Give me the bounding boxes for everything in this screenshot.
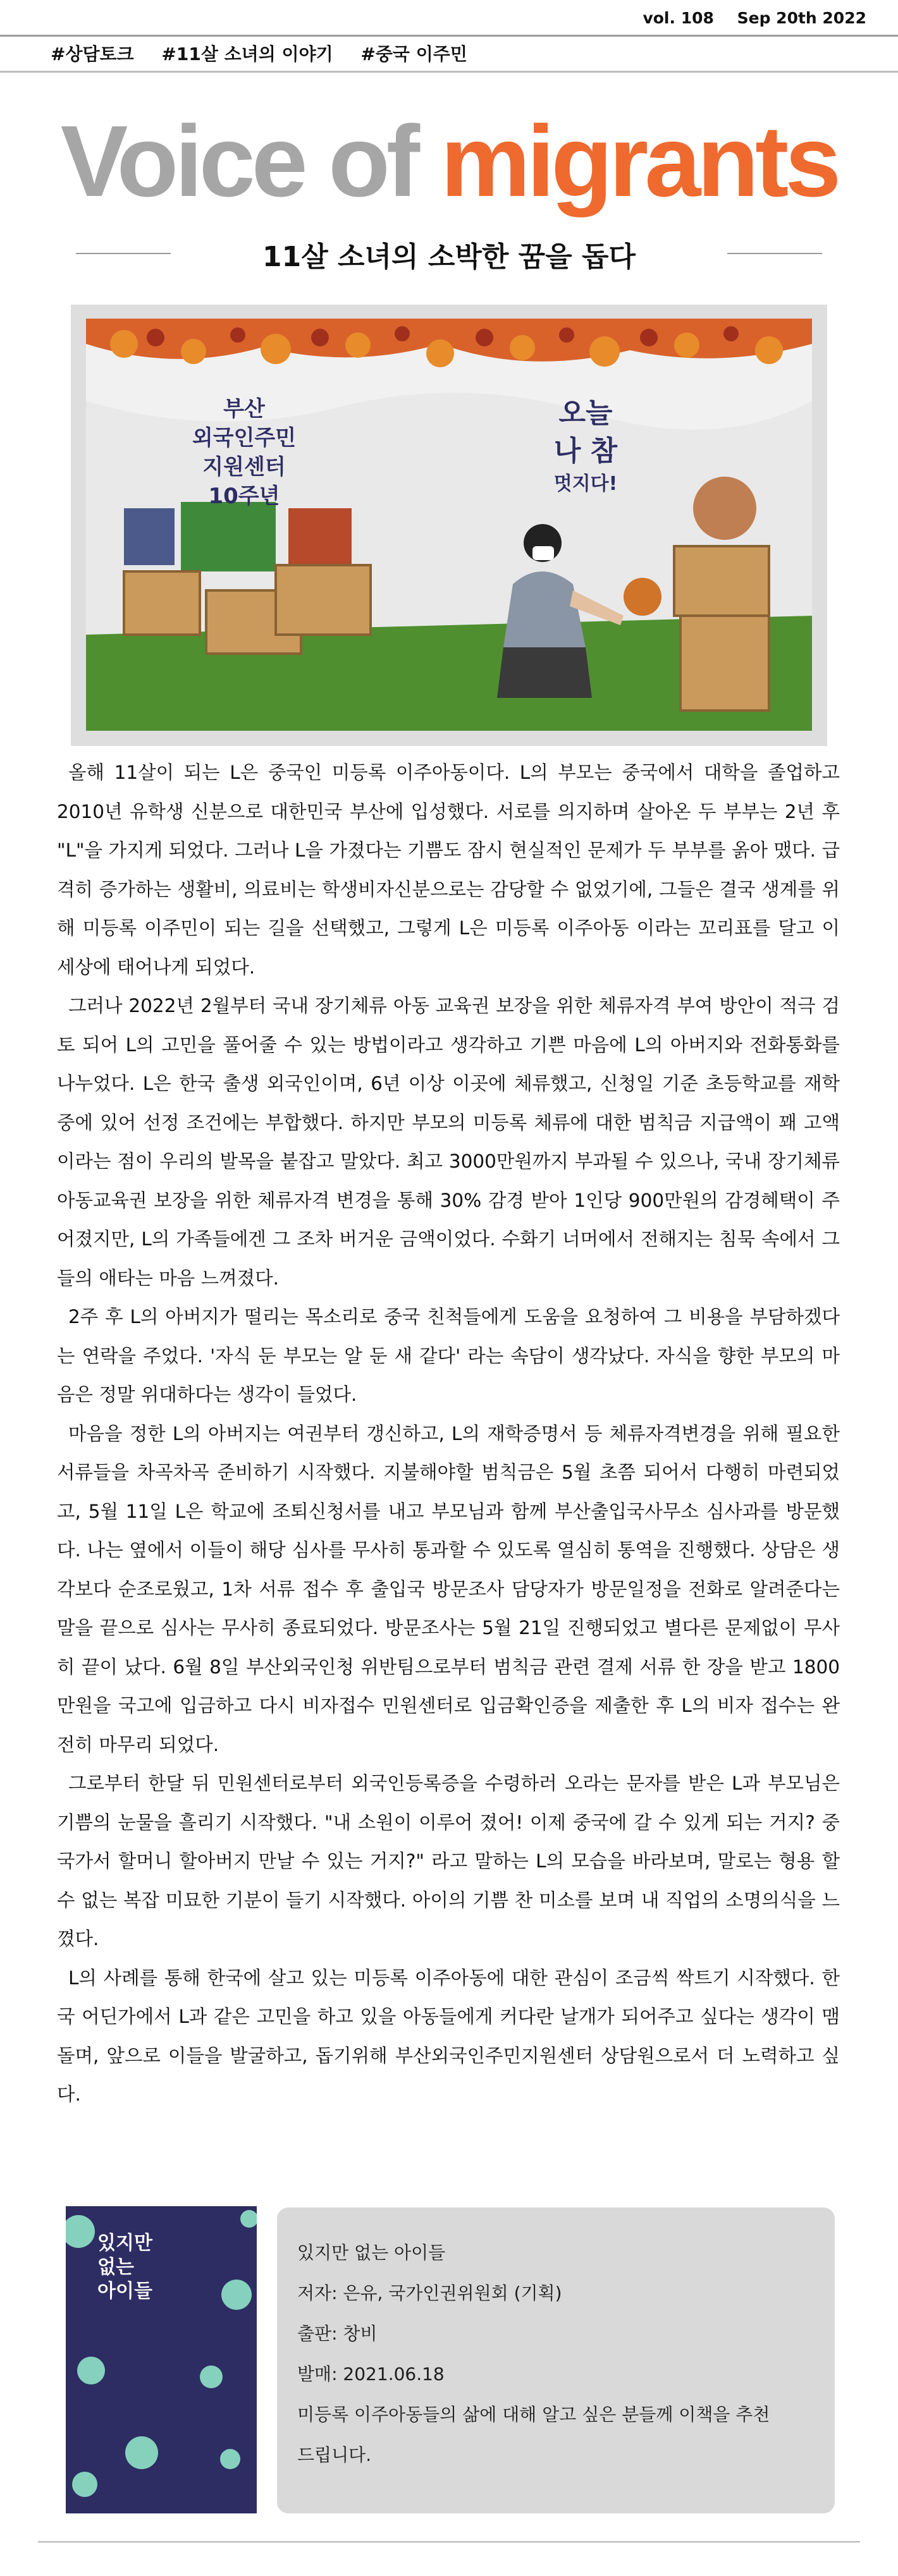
book-cover-title (97, 2231, 152, 2304)
book-cover-art (66, 2206, 257, 2513)
book-release-date: 발매: 2021.06.18 (297, 2364, 445, 2384)
book-recommendation: 미등록 이주아동들의 삶에 대해 알고 싶은 분들께 이책을 추천 (297, 2404, 770, 2425)
banner-left-line: 외국인주민 (192, 425, 297, 451)
article-paragraph: L의 사례를 통해 한국에 살고 있는 미등록 이주아동에 대한 관심이 조금씩 싹트기 시작했다. 한국 어딘가에서 L과 같은 고민을 하고 있을 아동들에게 커다란 날개가 되어주고 싶다는 생각이 맴돌며, 앞으로 이들을 발굴하고, 돕기위해 부산외국인주민지원센터 상담원으로서 더 노력하고 싶다. (57, 1967, 840, 2105)
banner-right-line: 오늘 (558, 397, 613, 429)
banner-right-line: 멋지다! (553, 473, 618, 495)
article-photo (86, 319, 812, 731)
article-body (57, 754, 840, 2115)
cover-title-line: 아이들 (97, 2280, 152, 2302)
article-paragraph: 그러나 2022년 2월부터 국내 장기체류 아동 교육권 보장을 위한 체류자격 부여 방안이 적극 검토 되어 L의 고민을 풀어줄 수 있는 방법이라고 생각하고 기쁜 마음에 L의 아버지와 전화통화를 나누었다. L은 한국 출생 외국인이며, 6년 이상 이곳에 체류했고, 신청일 기준 초등학교를 재학 중에 있어 선정 조건에는 부합했다. 하지만 부모의 미등록 체류에 대한 범칙금 지급액이 꽤 고액이라는 점이 우리의 발목을 붙잡고 말았다. 최고 3000만원까지 부과될 수 있으나, 국내 장기체류 아동교육권 보장을 위한 체류자격 변경을 통해 30% 감경 받아 1인당 900만원의 감경혜택이 주어졌지만, L의 가족들에겐 그 조차 버거운 금액이었다. 수화기 너머에서 전해지는 침묵 속에서 그들의 애타는 마음 느껴졌다. (57, 995, 840, 1289)
photo-illustration (86, 319, 812, 731)
headline-block (0, 228, 898, 278)
book-publisher: 출판: 창비 (297, 2323, 378, 2344)
article-headline: 11살 소녀의 소박한 꿈을 돕다 (262, 241, 636, 273)
cover-title-line: 있지만 (97, 2232, 152, 2254)
issue-volume: vol. 108 (643, 9, 714, 27)
tag-item[interactable]: #상담토크 (51, 44, 134, 64)
banner-left-line: 지원센터 (202, 455, 286, 480)
top-divider (0, 35, 898, 37)
top-bar (0, 0, 898, 70)
photo-frame (71, 305, 827, 746)
masthead-part-1: Voice of (60, 104, 441, 217)
masthead-logo (0, 101, 898, 221)
book-recommendation-cont: 드립니다. (297, 2445, 372, 2465)
tag-item[interactable]: #중국 이주민 (360, 44, 467, 64)
headline-rule-right (727, 253, 822, 254)
article-paragraph: 그로부터 한달 뒤 민원센터로부터 외국인등록증을 수령하러 오라는 문자를 받은 L과 부모님은 기쁨의 눈물을 흘리기 시작했다. "내 소원이 이루어 졌어! 이제 중국에 갈 수 있게 되는 거지? 중국가서 할머니 할아버지 만날 수 있는 거지?" 라고 말하는 L의 모습을 바라보며, 말로는 형용 할 수 없는 복잡 미묘한 기분이 들기 시작했다. 아이의 기쁨 찬 미소를 보며 내 직업의 소명의식을 느꼈다. (57, 1773, 840, 1950)
article-paragraph: 마음을 정한 L의 아버지는 여권부터 갱신하고, L의 재학증명서 등 체류자격변경을 위해 필요한 서류들을 차곡차곡 준비하기 시작했다. 지불해야할 범칙금은 5월 초쯤 되어서 다행히 마련되었고, 5월 11일 L은 학교에 조퇴신청서를 내고 부모님과 함께 부산출입국사무소 심사과를 방문했다. 나는 옆에서 이들이 해당 심사를 무사히 통과할 수 있도록 열심히 통역을 진행했다. 상담은 생각보다 순조로웠고, 1차 서류 접수 후 출입국 방문조사 담당자가 방문일정을 전화로 알려준다는 말을 끝으로 심사는 무사히 종료되었다. 방문조사는 5월 21일 진행되었고 별다른 문제없이 무사히 끝이 났다. 6월 8일 부산외국인청 위반팀으로부터 범칙금 관련 결제 서류 한 장을 받고 1800만원을 국고에 입금하고 다시 비자접수 민원센터로 입금확인증을 제출한 후 L의 비자 접수는 완전히 마무리 되었다. (57, 1422, 840, 1755)
book-info-card (277, 2207, 835, 2513)
photo-banner-left (168, 394, 320, 511)
book-info-lines (297, 2233, 770, 2475)
tag-item[interactable]: #11살 소녀의 이야기 (161, 44, 333, 64)
header-divider (0, 71, 898, 73)
book-cover (66, 2206, 257, 2513)
article-paragraph: 2주 후 L의 아버지가 떨리는 목소리로 중국 친척들에게 도움을 요청하여 그 비용을 부담하겠다는 연락을 주었다. '자식 둔 부모는 알 둔 새 같다' 라는 속담이 생각났다. 자식을 향한 부모의 마음은 정말 위대하다는 생각이 들었다. (57, 1306, 840, 1405)
article-paragraph: 올해 11살이 되는 L은 중국인 미등록 이주아동이다. L의 부모는 중국에서 대학을 졸업하고 2010년 유학생 신분으로 대한민국 부산에 입성했다. 서로를 의지하며 살아온 두 부부는 2년 후 "L"을 가지게 되었다. 그러나 L을 가졌다는 기쁨도 잠시 현실적인 문제가 두 부부를 옭아 맸다. 급격히 증가하는 생활비, 의료비는 학생비자신분으로는 감당할 수 없었기에, 그들은 결국 생계를 위해 미등록 이주민이 되는 길을 선택했고, 그렇게 L은 미등록 이주아동 이라는 꼬리표를 달고 이 세상에 태어나게 되었다. (57, 762, 840, 978)
tag-list (51, 40, 489, 66)
photo-banner-right (522, 394, 649, 498)
banner-right-line: 나 참 (553, 435, 618, 467)
book-title: 있지만 없는 아이들 (297, 2242, 446, 2263)
bottom-divider (38, 2541, 860, 2542)
issue-info (625, 9, 866, 27)
issue-date: Sep 20th 2022 (737, 9, 866, 27)
banner-left-line: 부산 (223, 396, 265, 422)
book-author: 저자: 은유, 국가인권위원회 (기획) (297, 2283, 562, 2304)
cover-title-line: 없는 (97, 2256, 134, 2278)
masthead-part-2: migrants (440, 104, 838, 217)
banner-left-line: 10주년 (208, 484, 280, 509)
